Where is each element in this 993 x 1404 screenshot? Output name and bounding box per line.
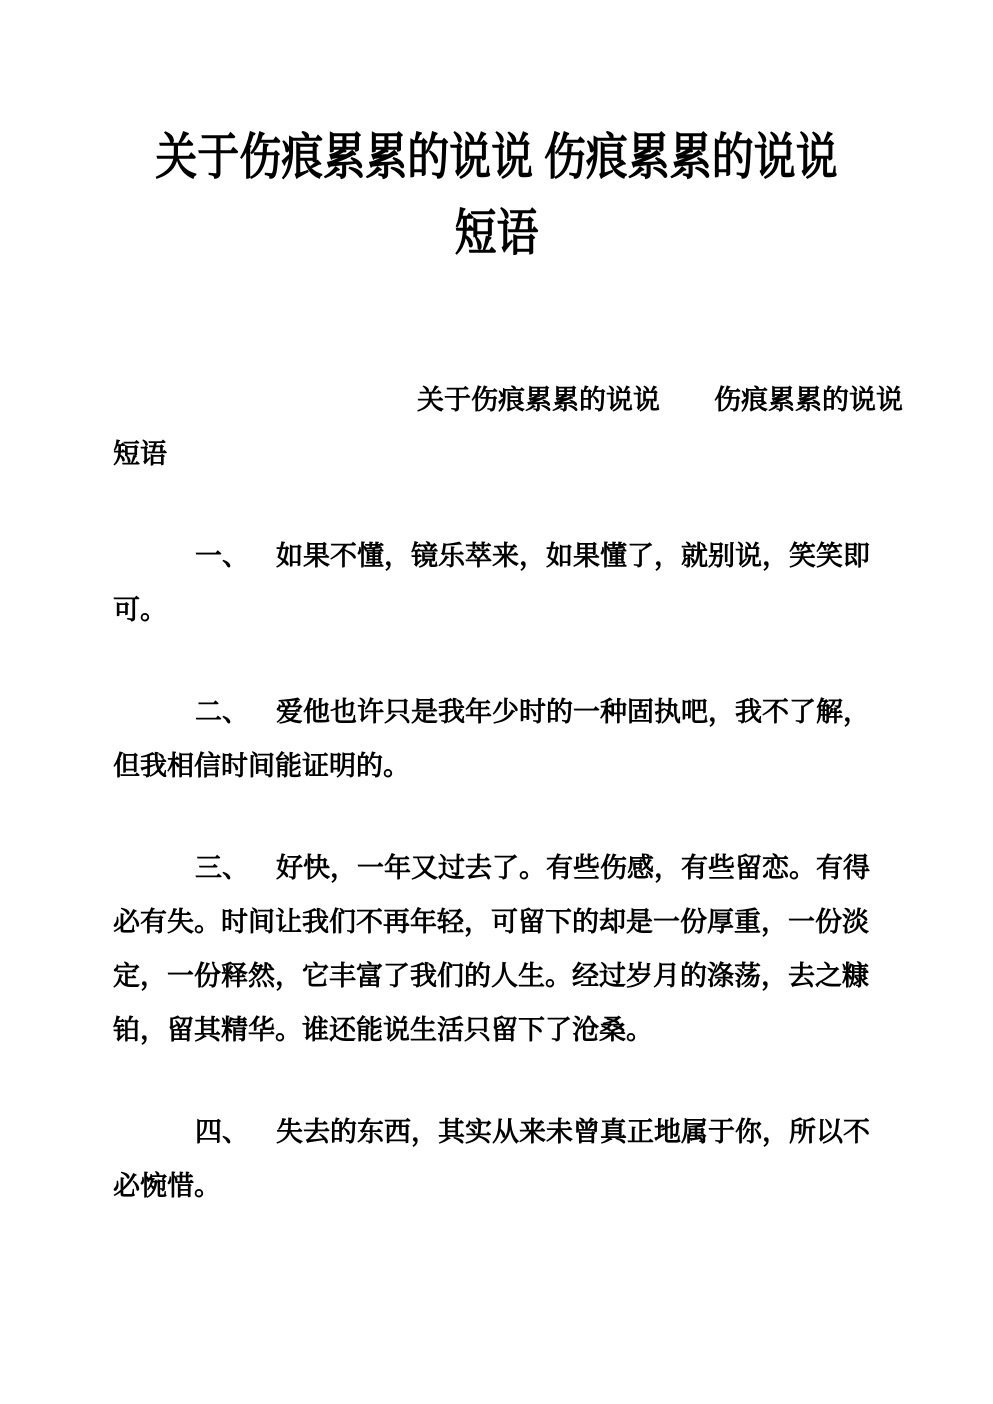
paragraph-1 [113, 529, 880, 637]
paragraph-4 [113, 1105, 880, 1213]
document-title [79, 119, 913, 271]
heading-line-2: 短语 [113, 439, 167, 469]
paragraph-1-line-2: 可。 [113, 595, 167, 625]
title-line-2: 短语 [454, 205, 539, 261]
paragraph-3-line-4: 铂，留其精华。谁还能说生活只留下了沧桑。 [113, 1015, 653, 1045]
paragraph-4-line-1: 四、 失去的东西，其实从来未曾真正地属于你，所以不 [195, 1117, 870, 1147]
paragraph-3-line-3: 定，一份释然，它丰富了我们的人生。经过岁月的涤荡，去之糠 [113, 961, 869, 991]
paragraph-3 [113, 841, 880, 1057]
paragraph-3-line-1: 三、 好快，一年又过去了。有些伤感，有些留恋。有得 [195, 853, 870, 883]
heading-paragraph [113, 373, 903, 481]
paragraph-1-line-1: 一、 如果不懂，镜乐萃来，如果懂了，就别说，笑笑即 [195, 541, 870, 571]
document-body [113, 373, 903, 1261]
paragraph-4-line-2: 必惋惜。 [113, 1171, 221, 1201]
title-line-1: 关于伤痕累累的说说 伤痕累累的说说 [155, 129, 838, 185]
paragraph-3-line-2: 必有失。时间让我们不再年轻，可留下的却是一份厚重，一份淡 [113, 907, 869, 937]
heading-line-1: 关于伤痕累累的说说 伤痕累累的说说 [417, 385, 903, 415]
paragraph-2-line-2: 但我相信时间能证明的。 [113, 751, 410, 781]
paragraph-2 [113, 685, 880, 793]
paragraph-2-line-1: 二、 爱他也许只是我年少时的一种固执吧，我不了解， [195, 697, 870, 727]
